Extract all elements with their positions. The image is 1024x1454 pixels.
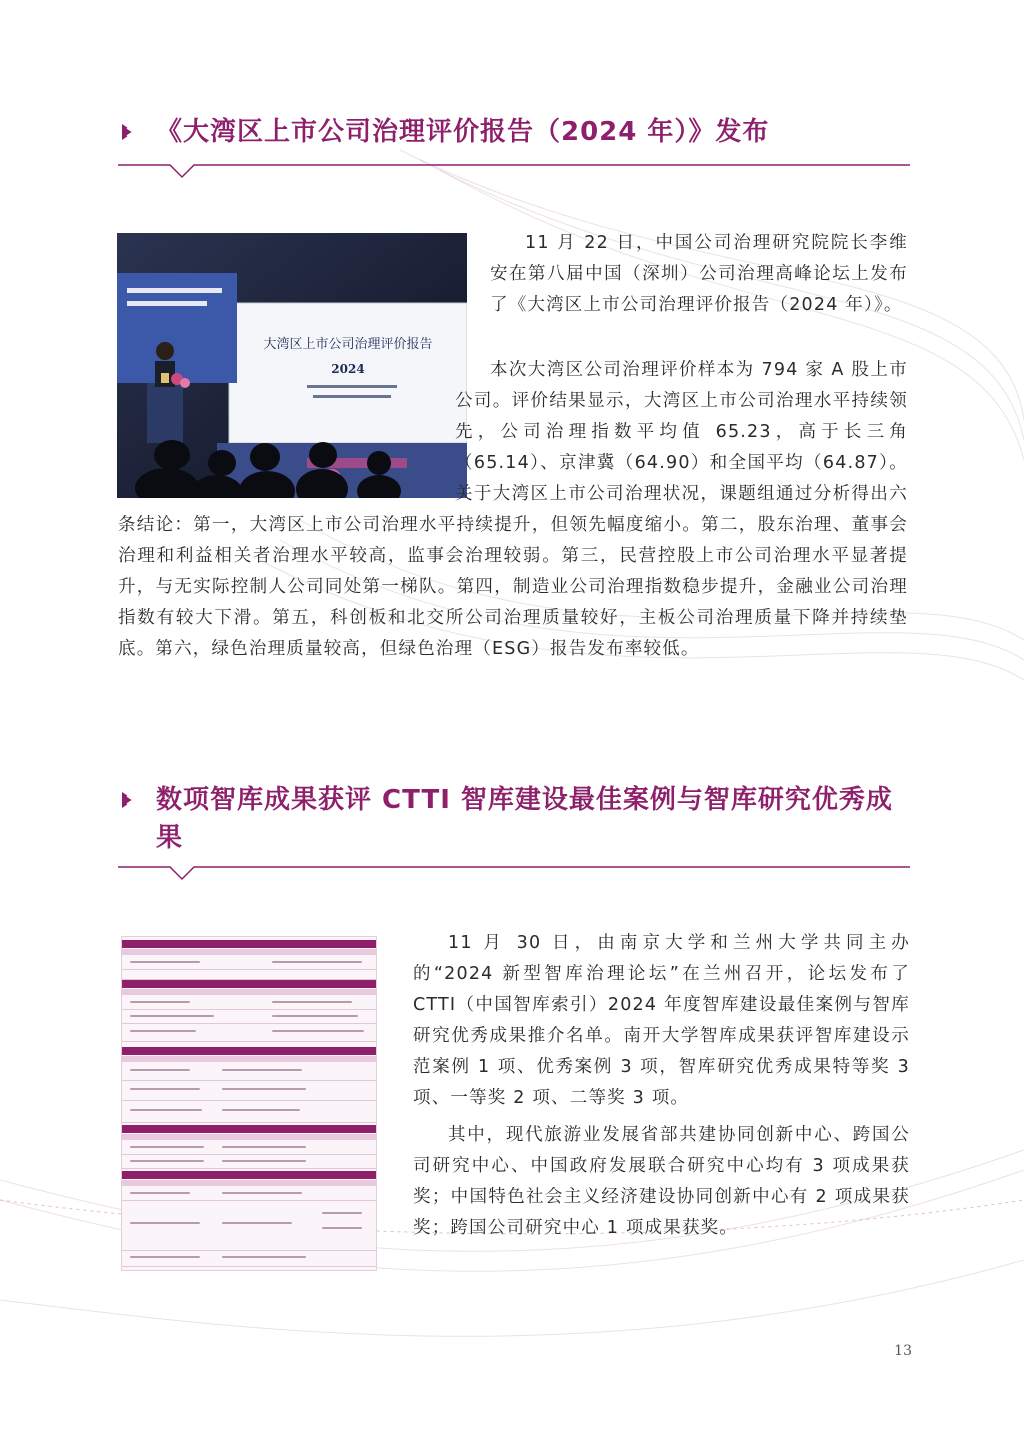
section2-text	[413, 928, 910, 1244]
section-title: 《大湾区上市公司治理评价报告（2024 年）》发布	[156, 117, 770, 147]
heading-underline	[118, 159, 910, 181]
section1-paragraph-2: 本次大湾区公司治理评价样本为 794 家 A 股上市公司。评价结果显示，大湾区上市公司治理水平持续领先，公司治理指数平均值 65.23，高于长三角（65.14）、京津冀（64.90）和全国平均（64.87）。关于大湾区上市公司治理状况，课题组通过分析得出六条结论：第一，大湾区上市公司治理水平持续提升，但领先幅度缩小。第二，股东治理、董事会治理和利益相关者治理水平较高，监事会治理较弱。第三，民营控股上市公司治理水平显著提升，与无实际控制人公司同处第一梯队。第四，制造业公司治理指数稳步提升，金融业公司治理指数有较大下滑。第五，科创板和北交所公司治理质量较好，主板公司治理质量下降并持续垫底。第六，绿色治理质量较高，但绿色治理（ESG）报告发布率较低。	[118, 355, 908, 665]
play-arrow-icon	[118, 121, 140, 143]
heading-underline	[118, 861, 910, 883]
play-arrow-icon	[118, 789, 140, 811]
section2-paragraph-2: 其中，现代旅游业发展省部共建协同创新中心、跨国公司研究中心、中国政府发展联合研究中心均有 3 项成果获奖；中国特色社会主义经济建设协同创新中心有 2 项成果获奖；跨国公司研究中心 1 项成果获奖。	[413, 1125, 910, 1238]
section1-intro-text	[490, 228, 908, 321]
section-heading-2	[118, 781, 910, 891]
page-number: 13	[894, 1343, 912, 1359]
award-list-table-image	[122, 937, 376, 1270]
section1-wrapped-text	[118, 355, 908, 665]
photo-wrap-spacer	[83, 355, 455, 500]
screen-title: 大湾区上市公司治理评价报告	[263, 337, 433, 352]
section1-paragraph-1: 11 月 22 日，中国公司治理研究院院长李维安在第八届中国（深圳）公司治理高峰论坛上发布了《大湾区上市公司治理评价报告（2024 年）》。	[490, 233, 908, 315]
section-title: 数项智库成果获评 CTTI 智库建设最佳案例与智库研究优秀成果	[156, 785, 893, 853]
screen-year: 2024	[331, 362, 365, 376]
section2-paragraph-1: 11 月 30 日，由南京大学和兰州大学共同主办的“2024 新型智库治理论坛”在兰州召开，论坛发布了 CTTI（中国智库索引）2024 年度智库建设最佳案例与智库研究优秀成果推介名单。南开大学智库成果获评智库建设示范案例 1 项、优秀案例 3 项，智库研究优秀成果特等奖 3 项、一等奖 2 项、二等奖 3 项。	[413, 933, 910, 1108]
section-heading-1	[118, 113, 910, 183]
